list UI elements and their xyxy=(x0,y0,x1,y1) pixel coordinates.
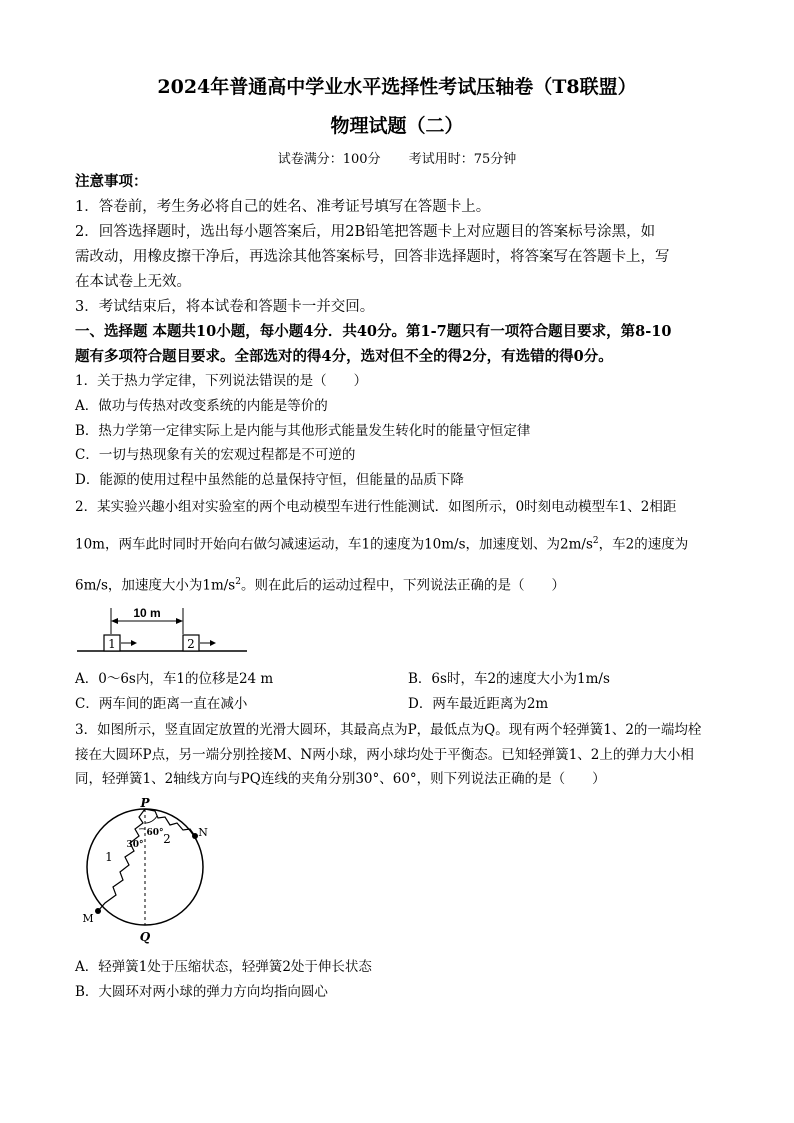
arrow-right-head xyxy=(176,618,183,624)
q2-figure xyxy=(75,602,255,658)
q3-option-b: B．大圆环对两小球的弹力方向均指向圆心 xyxy=(75,984,328,1000)
q1-option-b: B．热力学第一定律实际上是内能与其他形式能量发生转化时的能量守恒定律 xyxy=(75,423,531,439)
arrow-right-icon xyxy=(131,640,137,646)
car-1-label: 1 xyxy=(108,637,116,651)
q3-option-a: A．轻弹簧1处于压缩状态，轻弹簧2处于伸长状态 xyxy=(75,959,372,975)
arrow-left-head xyxy=(111,618,118,624)
notice-item: 在本试卷上无效。 xyxy=(75,274,191,290)
q1-option-a: A．做功与传热对改变系统的内能是等价的 xyxy=(75,398,328,414)
angle-60-label: 60° xyxy=(146,828,164,838)
exam-title: 2024年普通高中学业水平选择性考试压轴卷（T8联盟） xyxy=(157,76,637,98)
q2-stem-line1: 2．某实验兴趣小组对实验室的两个电动模型车进行性能测试．如图所示，0时刻电动模型车1、2相距 xyxy=(75,499,677,515)
q2-stem-line3-a: 6m/s，加速度大小为1m/s xyxy=(75,577,236,594)
q2-stem-line3-b: 。则在此后的运动过程中，下列说法正确的是（ ） xyxy=(240,577,565,594)
ball-m xyxy=(95,908,101,914)
point-p: P xyxy=(140,796,150,810)
ball-n xyxy=(192,833,198,839)
ball-m-label: M xyxy=(82,912,94,925)
q2-option-a: A．0～6s内，车1的位移是24 m xyxy=(75,671,274,687)
notice-item: 3．考试结束后，将本试卷和答题卡一并交回。 xyxy=(75,299,375,315)
angle-30-label: 30° xyxy=(126,840,144,850)
spring-2-label: 2 xyxy=(163,832,171,846)
point-q: Q xyxy=(139,930,151,944)
q2-stem-line2-b: ，车2的速度为 xyxy=(598,536,689,553)
section-heading: 一、选择题 本题共10小题，每小题4分．共40分。第1-7题只有一项符合题目要求，第8-10 xyxy=(75,323,672,340)
ball-n-label: N xyxy=(198,826,208,839)
q2-stem-line2 xyxy=(75,529,725,557)
q1-option-d: D．能源的使用过程中虽然能的总量保持守恒，但能量的品质下降 xyxy=(75,472,464,488)
q3-stem-line2: 接在大圆环P点，另一端分别拴接M、N两小球，两小球均处于平衡态。已知轻弹簧1、2上的弹力大小相 xyxy=(75,747,694,763)
car-2-label: 2 xyxy=(187,637,195,651)
notice-item: 2．回答选择题时，选出每小题答案后，用2B铅笔把答题卡上对应题目的答案标号涂黑，如 xyxy=(75,224,656,240)
exam-time: 考试用时：75分钟 xyxy=(408,152,517,167)
q3-stem-line1: 3．如图所示，竖直固定放置的光滑大圆环，其最高点为P，最低点为Q。现有两个轻弹簧1、2的一端均栓 xyxy=(75,722,702,738)
spring-1-label: 1 xyxy=(105,850,113,864)
exam-meta xyxy=(0,148,794,167)
q1-option-c: C．一切与热现象有关的宏观过程都是不可逆的 xyxy=(75,447,356,463)
q2-stem-line3 xyxy=(75,570,725,598)
notice-heading: 注意事项： xyxy=(75,173,148,190)
section-heading-cont: 题有多项符合题目要求。全部选对的得4分，选对但不全的得2分，有选错的得0分。 xyxy=(75,348,613,365)
distance-label: 10 m xyxy=(133,606,161,620)
full-score: 试卷满分：100分 xyxy=(277,152,381,167)
squared-sup: 2 xyxy=(235,577,241,587)
q1-stem: 1．关于热力学定律，下列说法错误的是（ ） xyxy=(75,373,368,389)
exam-subtitle: 物理试题（二） xyxy=(330,115,464,137)
arrow-right-icon xyxy=(210,640,216,646)
notice-item: 需改动，用橡皮擦干净后，再选涂其他答案标号，回答非选择题时，将答案写在答题卡上，写 xyxy=(75,249,670,265)
squared-sup: 2 xyxy=(592,536,599,546)
q2-option-b: B．6s时，车2的速度大小为1m/s xyxy=(408,671,610,687)
notice-item: 1．答卷前，考生务必将自己的姓名、准考证号填写在答题卡上。 xyxy=(75,199,491,215)
q2-option-d: D．两车最近距离为2m xyxy=(408,696,549,712)
angle-60-arc xyxy=(145,816,157,823)
q2-option-c: C．两车间的距离一直在减小 xyxy=(75,696,248,712)
q2-stem-line2-a: 10m，两车此时同时开始向右做匀减速运动，车1的速度为10m/s，加速度划、为2m/s xyxy=(75,536,593,553)
q3-figure xyxy=(75,795,215,945)
q3-stem-line3: 同，轻弹簧1、2轴线方向与PQ连线的夹角分别30°、60°，则下列说法正确的是（ ） xyxy=(75,771,606,787)
